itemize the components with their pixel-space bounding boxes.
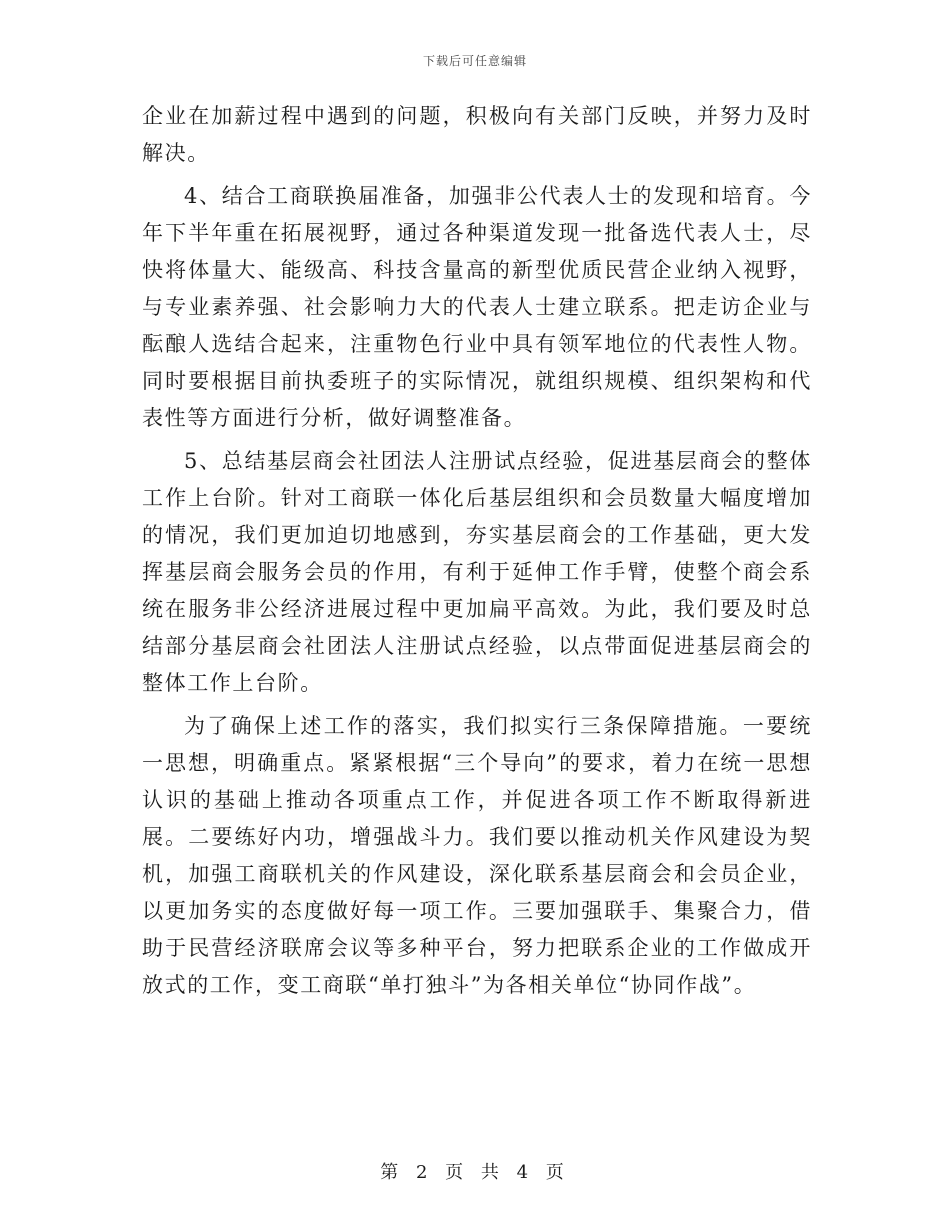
paragraph-item-5: 5、总结基层商会社团法人注册试点经验，促进基层商会的整体工作上台阶。针对工商联一体化后基层组织和会员数量大幅度增加的情况，我们更加迫切地感到，夯实基层商会的工作基础，更大发挥基层商会服务会员的作用，有利于延伸工作手臂，使整个商会系统在服务非公经济进展过程中更加扁平高效。为此，我们要及时总结部分基层商会社团法人注册试点经验，以点带面促进基层商会的整体工作上台阶。	[142, 449, 812, 695]
page-header: 下载后可任意编辑	[422, 54, 527, 68]
paragraph-safeguards: 为了确保上述工作的落实，我们拟实行三条保障措施。一要统一思想，明确重点。紧紧根据“三个导向”的要求，着力在统一思想认识的基础上推动各项重点工作，并促进各项工作不断取得新进展。二要练好内功，增强战斗力。我们要以推动机关作风建设为契机，加强工商联机关的作风建设，深化联系基层商会和会员企业，以更加务实的态度做好每一项工作。三要加强联手、集聚合力，借助于民营经济联席会议等多种平台，努力把联系企业的工作做成开放式的工作，变工商联“单打独斗”为各相关单位“协同作战”。	[142, 714, 812, 997]
page-number-footer: 第 2 页 共 4 页	[380, 1162, 570, 1183]
document-body	[142, 98, 812, 1010]
paragraph-continuation: 企业在加薪过程中遇到的问题，积极向有关部门反映，并努力及时解决。	[142, 104, 812, 165]
paragraph-item-4: 4、结合工商联换届准备，加强非公代表人士的发现和培育。今年下半年重在拓展视野，通过各种渠道发现一批备选代表人士，尽快将体量大、能级高、科技含量高的新型优质民营企业纳入视野，与专业素养强、社会影响力大的代表人士建立联系。把走访企业与酝酿人选结合起来，注重物色行业中具有领军地位的代表性人物。同时要根据目前执委班子的实际情况，就组织规模、组织架构和代表性等方面进行分析，做好调整准备。	[142, 184, 812, 430]
